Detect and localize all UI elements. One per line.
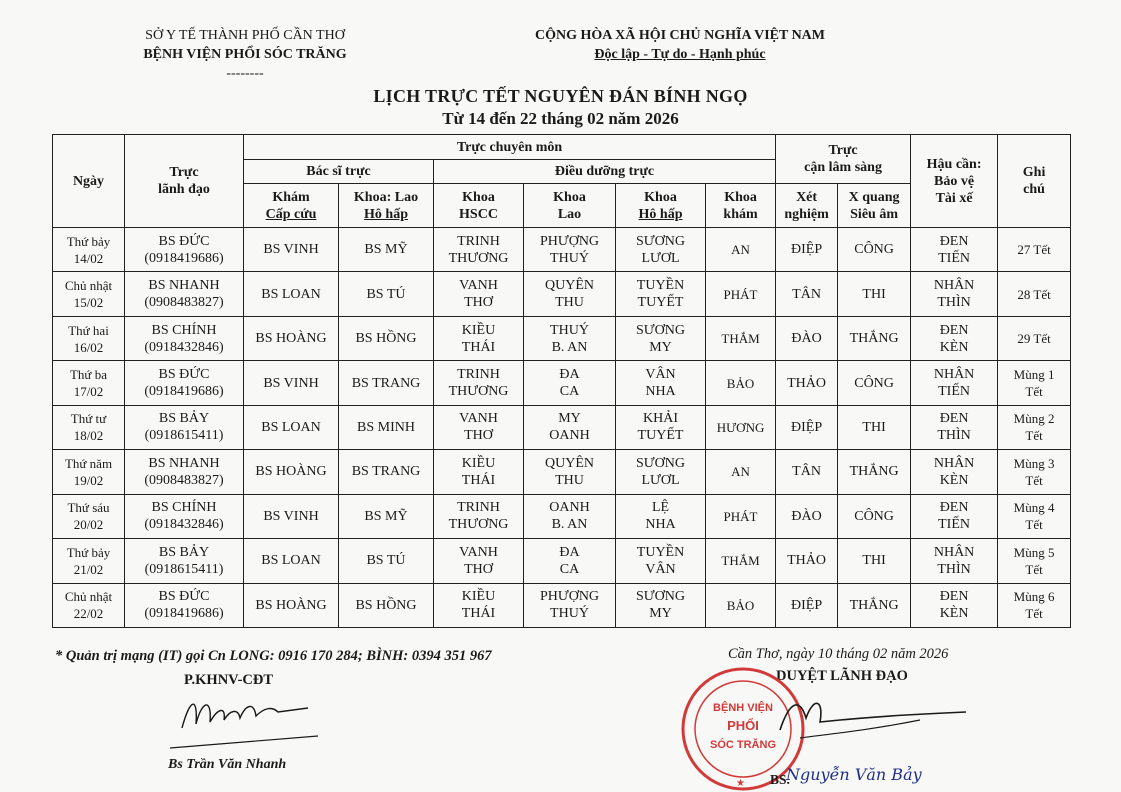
cell-day: Thứ bảy 21/02 — [53, 539, 125, 583]
table-row — [53, 583, 1071, 628]
cell-note: Mùng 6 Tết — [998, 583, 1071, 628]
cell-xray: THẮNG — [838, 316, 911, 360]
left-signature-scribble — [168, 688, 328, 758]
col-header-sub: Khám Cấp cứu — [244, 184, 339, 228]
cell-respiratory-nurse: LỆ NHA — [616, 494, 706, 538]
cell-emergency-doctor: BS LOAN — [244, 405, 339, 449]
cell-respiratory-nurse: SƯƠNG LƯƠL — [616, 450, 706, 494]
cell-leader: BS BẢY (0918615411) — [125, 539, 244, 583]
group-header-doctors: Bác sĩ trực — [244, 160, 434, 184]
left-signer-name: Bs Trần Văn Nhanh — [168, 757, 287, 772]
cell-lab: THẢO — [776, 539, 838, 583]
cell-leader: BS NHANH (0908483827) — [125, 450, 244, 494]
table-row — [53, 405, 1071, 449]
hospital-name: BỆNH VIỆN PHỔI SÓC TRĂNG — [143, 47, 347, 62]
duty-schedule-table — [52, 134, 1071, 628]
agency-name: SỞ Y TẾ THÀNH PHỐ CẦN THƠ — [145, 28, 345, 43]
cell-clinic-nurse: HƯƠNG — [706, 405, 776, 449]
svg-text:★: ★ — [736, 778, 745, 789]
cell-emergency-doctor: BS HOÀNG — [244, 316, 339, 360]
cell-note: Mùng 2 Tết — [998, 405, 1071, 449]
document-title: LỊCH TRỰC TẾT NGUYÊN ĐÁN BÍNH NGỌ — [373, 86, 748, 106]
cell-respiratory-nurse: VÂN NHA — [616, 361, 706, 405]
table-row — [53, 316, 1071, 360]
cell-logistics: NHÂN TIẾN — [911, 361, 998, 405]
cell-xray: THI — [838, 272, 911, 316]
it-contact-note: * Quản trị mạng (IT) gọi Cn LONG: 0916 170 284; BÌNH: 0394 351 967 — [55, 648, 492, 664]
cell-tb-nurse: PHƯỢNG THUÝ — [524, 228, 616, 272]
national-motto: Độc lập - Tự do - Hạnh phúc — [594, 47, 766, 62]
cell-tb-doctor: BS TÚ — [339, 539, 434, 583]
cell-hscc-nurse: VANH THƠ — [434, 272, 524, 316]
cell-clinic-nurse: BẢO — [706, 361, 776, 405]
cell-hscc-nurse: KIỀU THÁI — [434, 583, 524, 628]
cell-day: Thứ ba 17/02 — [53, 361, 125, 405]
cell-leader: BS NHANH (0908483827) — [125, 272, 244, 316]
cell-tb-doctor: BS MINH — [339, 405, 434, 449]
cell-respiratory-nurse: TUYỀN VÂN — [616, 539, 706, 583]
cell-xray: CÔNG — [838, 228, 911, 272]
cell-day: Thứ năm 19/02 — [53, 450, 125, 494]
department-label: P.KHNV-CĐT — [184, 672, 274, 688]
cell-lab: ĐIỆP — [776, 583, 838, 628]
group-header-nurses: Điều dưỡng trực — [434, 160, 776, 184]
cell-logistics: ĐEN KÈN — [911, 316, 998, 360]
cell-xray: THẮNG — [838, 583, 911, 628]
cell-hscc-nurse: KIỀU THÁI — [434, 450, 524, 494]
group-header-professional: Trực chuyên môn — [244, 135, 776, 160]
right-signer-name: Nguyễn Văn Bảy — [786, 765, 922, 784]
cell-emergency-doctor: BS HOÀNG — [244, 450, 339, 494]
cell-hscc-nurse: VANH THƠ — [434, 539, 524, 583]
cell-hscc-nurse: KIỀU THÁI — [434, 316, 524, 360]
cell-respiratory-nurse: SƯƠNG LƯƠL — [616, 228, 706, 272]
cell-note: 27 Tết — [998, 228, 1071, 272]
cell-clinic-nurse: AN — [706, 450, 776, 494]
cell-lab: TÂN — [776, 272, 838, 316]
col-header-sub: Khoa Hô hấp — [616, 184, 706, 228]
table-row — [53, 361, 1071, 405]
cell-note: Mùng 3 Tết — [998, 450, 1071, 494]
svg-text:BỆNH VIỆN: BỆNH VIỆN — [713, 702, 773, 714]
cell-logistics: NHÂN KÈN — [911, 450, 998, 494]
right-signer-prefix: BS. — [770, 772, 790, 787]
cell-clinic-nurse: THẮM — [706, 539, 776, 583]
cell-logistics: ĐEN TIẾN — [911, 494, 998, 538]
cell-logistics: ĐEN KÈN — [911, 583, 998, 628]
cell-lab: ĐÀO — [776, 316, 838, 360]
cell-hscc-nurse: TRINH THƯƠNG — [434, 494, 524, 538]
cell-clinic-nurse: PHÁT — [706, 272, 776, 316]
cell-tb-doctor: BS HỒNG — [339, 583, 434, 628]
cell-leader: BS BẢY (0918615411) — [125, 405, 244, 449]
cell-xray: CÔNG — [838, 361, 911, 405]
cell-emergency-doctor: BS LOAN — [244, 272, 339, 316]
table-row — [53, 494, 1071, 538]
cell-tb-nurse: ĐA CA — [524, 539, 616, 583]
table-row — [53, 272, 1071, 316]
cell-emergency-doctor: BS HOÀNG — [244, 583, 339, 628]
cell-logistics: NHÂN THÌN — [911, 272, 998, 316]
col-header-logistics: Hậu cần: Bảo vệ Tài xế — [911, 135, 998, 228]
right-signature-scribble — [770, 690, 970, 750]
col-header-sub: Khoa khám — [706, 184, 776, 228]
cell-note: Mùng 5 Tết — [998, 539, 1071, 583]
cell-xray: THI — [838, 405, 911, 449]
cell-leader: BS ĐỨC (0918419686) — [125, 361, 244, 405]
cell-tb-doctor: BS TÚ — [339, 272, 434, 316]
cell-tb-doctor: BS TRANG — [339, 450, 434, 494]
cell-note: 28 Tết — [998, 272, 1071, 316]
col-header-sub: Khoa HSCC — [434, 184, 524, 228]
col-header-day: Ngày — [53, 135, 125, 228]
col-header-leader: Trực lãnh đạo — [125, 135, 244, 228]
cell-respiratory-nurse: KHẢI TUYẾT — [616, 405, 706, 449]
col-header-sub: Xét nghiệm — [776, 184, 838, 228]
cell-respiratory-nurse: SƯƠNG MY — [616, 583, 706, 628]
cell-emergency-doctor: BS VINH — [244, 228, 339, 272]
agency-header — [110, 26, 380, 83]
svg-text:SÓC TRĂNG: SÓC TRĂNG — [710, 739, 776, 751]
cell-logistics: ĐEN THÌN — [911, 405, 998, 449]
svg-text:PHỔI: PHỔI — [727, 718, 759, 733]
cell-xray: CÔNG — [838, 494, 911, 538]
cell-clinic-nurse: AN — [706, 228, 776, 272]
cell-tb-nurse: THUÝ B. AN — [524, 316, 616, 360]
cell-note: 29 Tết — [998, 316, 1071, 360]
cell-tb-nurse: QUYÊN THU — [524, 450, 616, 494]
cell-tb-nurse: ĐA CA — [524, 361, 616, 405]
cell-logistics: NHÂN THÌN — [911, 539, 998, 583]
cell-emergency-doctor: BS VINH — [244, 494, 339, 538]
table-row — [53, 228, 1071, 272]
cell-day: Thứ hai 16/02 — [53, 316, 125, 360]
cell-leader: BS ĐỨC (0918419686) — [125, 228, 244, 272]
cell-respiratory-nurse: SƯƠNG MY — [616, 316, 706, 360]
cell-lab: TÂN — [776, 450, 838, 494]
cell-emergency-doctor: BS VINH — [244, 361, 339, 405]
place-and-date: Cần Thơ, ngày 10 tháng 02 năm 2026 — [728, 646, 949, 662]
cell-lab: ĐÀO — [776, 494, 838, 538]
cell-leader: BS CHÍNH (0918432846) — [125, 494, 244, 538]
cell-hscc-nurse: TRINH THƯƠNG — [434, 228, 524, 272]
cell-leader: BS ĐỨC (0918419686) — [125, 583, 244, 628]
cell-tb-doctor: BS MỸ — [339, 494, 434, 538]
cell-tb-doctor: BS MỸ — [339, 228, 434, 272]
cell-lab: ĐIỆP — [776, 228, 838, 272]
cell-day: Thứ bảy 14/02 — [53, 228, 125, 272]
cell-note: Mùng 1 Tết — [998, 361, 1071, 405]
cell-xray: THẮNG — [838, 450, 911, 494]
table-row — [53, 450, 1071, 494]
approval-title: DUYỆT LÃNH ĐẠO — [776, 668, 908, 684]
cell-clinic-nurse: BẢO — [706, 583, 776, 628]
cell-tb-nurse: PHƯỢNG THUÝ — [524, 583, 616, 628]
cell-day: Thứ sáu 20/02 — [53, 494, 125, 538]
cell-lab: ĐIỆP — [776, 405, 838, 449]
cell-hscc-nurse: TRINH THƯƠNG — [434, 361, 524, 405]
cell-tb-doctor: BS HỒNG — [339, 316, 434, 360]
cell-emergency-doctor: BS LOAN — [244, 539, 339, 583]
cell-lab: THẢO — [776, 361, 838, 405]
cell-day: Chủ nhật 15/02 — [53, 272, 125, 316]
table-row — [53, 539, 1071, 583]
header-divider: -------- — [226, 66, 264, 81]
cell-note: Mùng 4 Tết — [998, 494, 1071, 538]
col-header-sub: X quang Siêu âm — [838, 184, 911, 228]
cell-tb-nurse: OANH B. AN — [524, 494, 616, 538]
cell-clinic-nurse: PHÁT — [706, 494, 776, 538]
cell-day: Thứ tư 18/02 — [53, 405, 125, 449]
cell-hscc-nurse: VANH THƠ — [434, 405, 524, 449]
cell-xray: THI — [838, 539, 911, 583]
col-header-sub: Khoa: Lao Hô hấp — [339, 184, 434, 228]
cell-logistics: ĐEN TIẾN — [911, 228, 998, 272]
cell-tb-doctor: BS TRANG — [339, 361, 434, 405]
national-header — [500, 26, 860, 64]
cell-leader: BS CHÍNH (0918432846) — [125, 316, 244, 360]
col-header-note: Ghi chú — [998, 135, 1071, 228]
col-header-sub: Khoa Lao — [524, 184, 616, 228]
group-header-paraclinical: Trực cận lâm sàng — [776, 135, 911, 184]
cell-tb-nurse: MY OANH — [524, 405, 616, 449]
country-name: CỘNG HÒA XÃ HỘI CHỦ NGHĨA VIỆT NAM — [534, 28, 825, 43]
document-subtitle: Từ 14 đến 22 tháng 02 năm 2026 — [442, 109, 679, 128]
cell-clinic-nurse: THẮM — [706, 316, 776, 360]
cell-tb-nurse: QUYÊN THU — [524, 272, 616, 316]
cell-day: Chủ nhật 22/02 — [53, 583, 125, 628]
cell-respiratory-nurse: TUYỀN TUYẾT — [616, 272, 706, 316]
